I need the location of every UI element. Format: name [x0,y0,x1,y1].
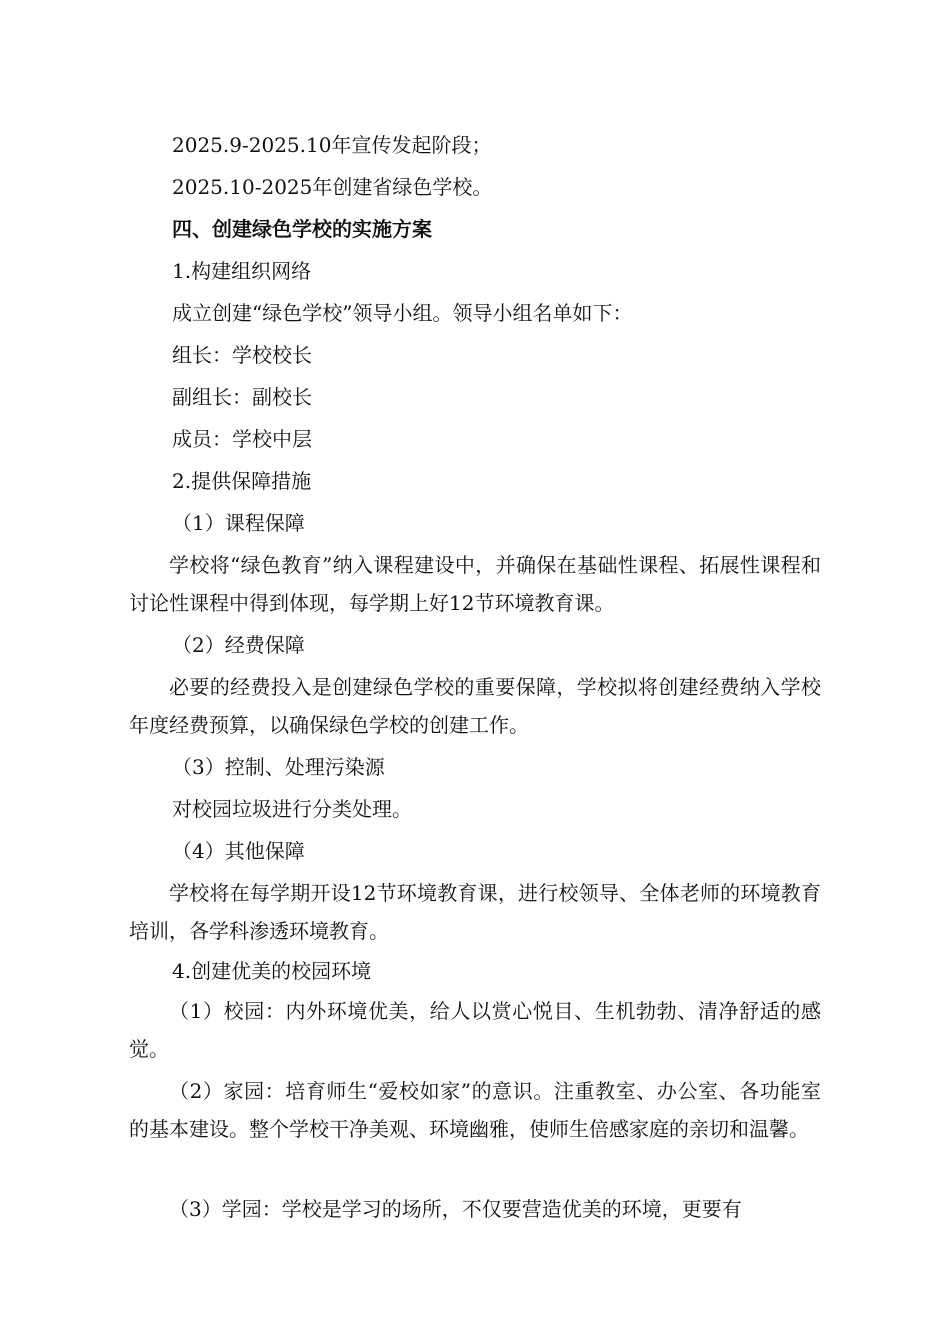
item-heading: （1）课程保障 [172,511,305,535]
paragraph: 学校将在每学期开设12节环境教育课，进行校领导、全体老师的环境教育培训，各学科渗透环境教育。 [129,881,821,943]
item-heading: （2）经费保障 [172,633,305,657]
text-line: 成立创建“绿色学校”领导小组。领导小组名单如下： [172,301,633,325]
item-heading: （4）其他保障 [172,839,305,863]
paragraph: （3）学园：学校是学习的场所，不仅要营造优美的环境，更要有 [169,1197,742,1221]
paragraph: 必要的经费投入是创建绿色学校的重要保障，学校拟将创建经费纳入学校年度经费预算，以确保绿色学校的创建工作。 [129,675,821,737]
section-heading: 四、创建绿色学校的实施方案 [172,217,432,241]
text-line: 副组长：副校长 [172,385,312,409]
subsection-heading: 4.创建优美的校园环境 [172,959,372,983]
subsection-heading: 2.提供保障措施 [172,469,312,493]
text-line: 成员：学校中层 [172,427,312,451]
paragraph: （1）校园：内外环境优美，给人以赏心悦目、生机勃勃、清净舒适的感觉。 [129,999,821,1061]
text-line: 2025.9-2025.10年宣传发起阶段； [172,133,492,157]
paragraph: （2）家园：培育师生“爱校如家”的意识。注重教室、办公室、各功能室的基本建设。整个学校干净美观、环境幽雅，使师生倍感家庭的亲切和温馨。 [129,1079,821,1141]
text-line: 2025.10-2025年创建省绿色学校。 [172,175,493,199]
text-line: 对校园垃圾进行分类处理。 [172,797,412,821]
text-line: 组长：学校校长 [172,343,312,367]
paragraph: 学校将“绿色教育”纳入课程建设中，并确保在基础性课程、拓展性课程和讨论性课程中得到体现，每学期上好12节环境教育课。 [129,553,821,615]
subsection-heading: 1.构建组织网络 [172,259,312,283]
item-heading: （3）控制、处理污染源 [172,755,385,779]
